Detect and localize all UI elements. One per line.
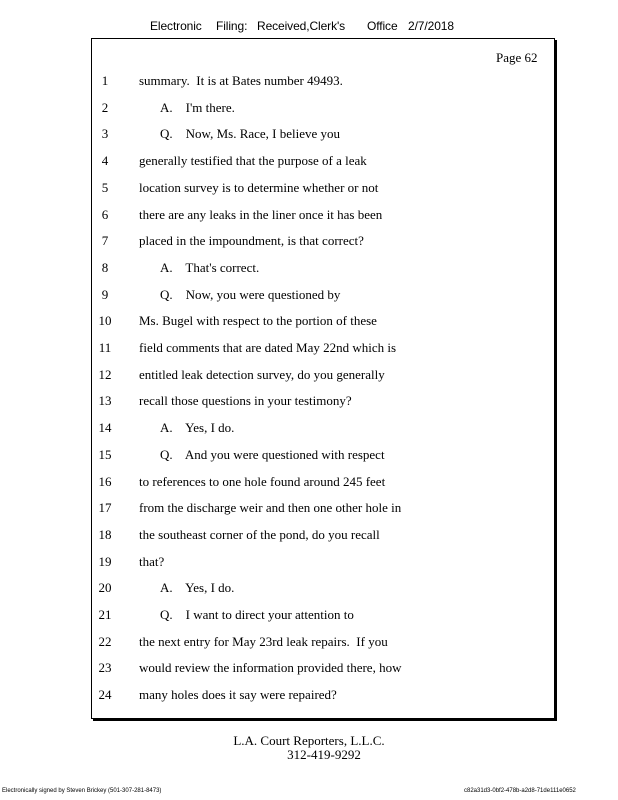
line-number: 13 — [98, 393, 112, 408]
line-number: 18 — [98, 527, 112, 542]
line-number: 22 — [98, 634, 112, 649]
line-number: 10 — [98, 313, 112, 328]
page-number: Page 62 — [496, 50, 538, 65]
line-text: many holes does it say were repaired? — [139, 687, 337, 702]
line-text: recall those questions in your testimony? — [139, 393, 352, 408]
line-number: 4 — [101, 153, 109, 168]
transcript-line — [0, 500, 618, 518]
line-number: 9 — [101, 287, 109, 302]
line-text: to references to one hole found around 245 feet — [139, 474, 386, 489]
line-text: A. Yes, I do. — [160, 580, 235, 595]
line-number: 17 — [98, 500, 112, 515]
line-text: Q. And you were questioned with respect — [160, 447, 385, 462]
line-number: 12 — [98, 367, 112, 382]
header-date: 2/7/2018 — [408, 19, 454, 33]
line-number: 3 — [101, 126, 109, 141]
transcript-line — [0, 393, 618, 411]
transcript-line — [0, 340, 618, 358]
line-text: entitled leak detection survey, do you generally — [139, 367, 385, 382]
transcript-line — [0, 287, 618, 305]
line-number: 2 — [101, 100, 109, 115]
footer-phone: 312-419-9292 — [287, 747, 361, 762]
line-text: Q. I want to direct your attention to — [160, 607, 354, 622]
line-number: 1 — [101, 73, 109, 88]
line-text: the southeast corner of the pond, do you recall — [139, 527, 380, 542]
line-text: location survey is to determine whether or not — [139, 180, 379, 195]
line-number: 16 — [98, 474, 112, 489]
line-text: summary. It is at Bates number 49493. — [139, 73, 343, 88]
header-office: Office — [367, 19, 398, 33]
line-number: 24 — [98, 687, 112, 702]
transcript-line — [0, 554, 618, 572]
transcript-line — [0, 420, 618, 438]
line-text: there are any leaks in the liner once it has been — [139, 207, 383, 222]
document-hash: c82a31d3-0bf2-478b-a2d8-71de111e0652 — [464, 788, 576, 794]
transcript-line — [0, 126, 618, 144]
line-text: A. I'm there. — [160, 100, 235, 115]
transcript-line — [0, 180, 618, 198]
transcript-line — [0, 447, 618, 465]
line-text: field comments that are dated May 22nd which is — [139, 340, 397, 355]
line-number: 6 — [101, 207, 109, 222]
line-text: from the discharge weir and then one other hole in — [139, 500, 402, 515]
transcript-line — [0, 634, 618, 652]
line-text: Q. Now, Ms. Race, I believe you — [160, 126, 341, 141]
header-filing: Filing: — [216, 19, 248, 33]
line-text: A. Yes, I do. — [160, 420, 235, 435]
line-text: Ms. Bugel with respect to the portion of these — [139, 313, 377, 328]
line-number: 20 — [98, 580, 112, 595]
transcript-line — [0, 660, 618, 678]
line-number: 11 — [98, 340, 112, 355]
line-text: that? — [139, 554, 165, 569]
transcript-line — [0, 153, 618, 171]
transcript-line — [0, 367, 618, 385]
transcript-line — [0, 474, 618, 492]
line-number: 15 — [98, 447, 112, 462]
transcript-line — [0, 687, 618, 705]
transcript-line — [0, 580, 618, 598]
line-number: 21 — [98, 607, 112, 622]
line-number: 5 — [101, 180, 109, 195]
line-number: 8 — [101, 260, 109, 275]
transcript-line — [0, 607, 618, 625]
footer-company: L.A. Court Reporters, L.L.C. — [233, 733, 385, 748]
transcript-line — [0, 527, 618, 545]
transcript-line — [0, 73, 618, 91]
transcript-line — [0, 100, 618, 118]
line-number: 14 — [98, 420, 112, 435]
line-text: would review the information provided there, how — [139, 660, 402, 675]
line-number: 19 — [98, 554, 112, 569]
filing-header — [0, 19, 618, 39]
transcript-line — [0, 313, 618, 331]
line-text: placed in the impoundment, is that correct? — [139, 233, 364, 248]
line-number: 23 — [98, 660, 112, 675]
header-electronic: Electronic — [150, 19, 202, 33]
line-text: Q. Now, you were questioned by — [160, 287, 341, 302]
line-text: A. That's correct. — [160, 260, 260, 275]
transcript-line — [0, 260, 618, 278]
transcript-line — [0, 233, 618, 251]
line-text: the next entry for May 23rd leak repairs. If you — [139, 634, 388, 649]
line-text: generally testified that the purpose of a leak — [139, 153, 367, 168]
transcript-line — [0, 207, 618, 225]
e-signature: Electronically signed by Steven Brickey (501-307-281-8473) — [2, 788, 162, 794]
header-received: Received,Clerk's — [257, 19, 346, 33]
line-number: 7 — [101, 233, 109, 248]
